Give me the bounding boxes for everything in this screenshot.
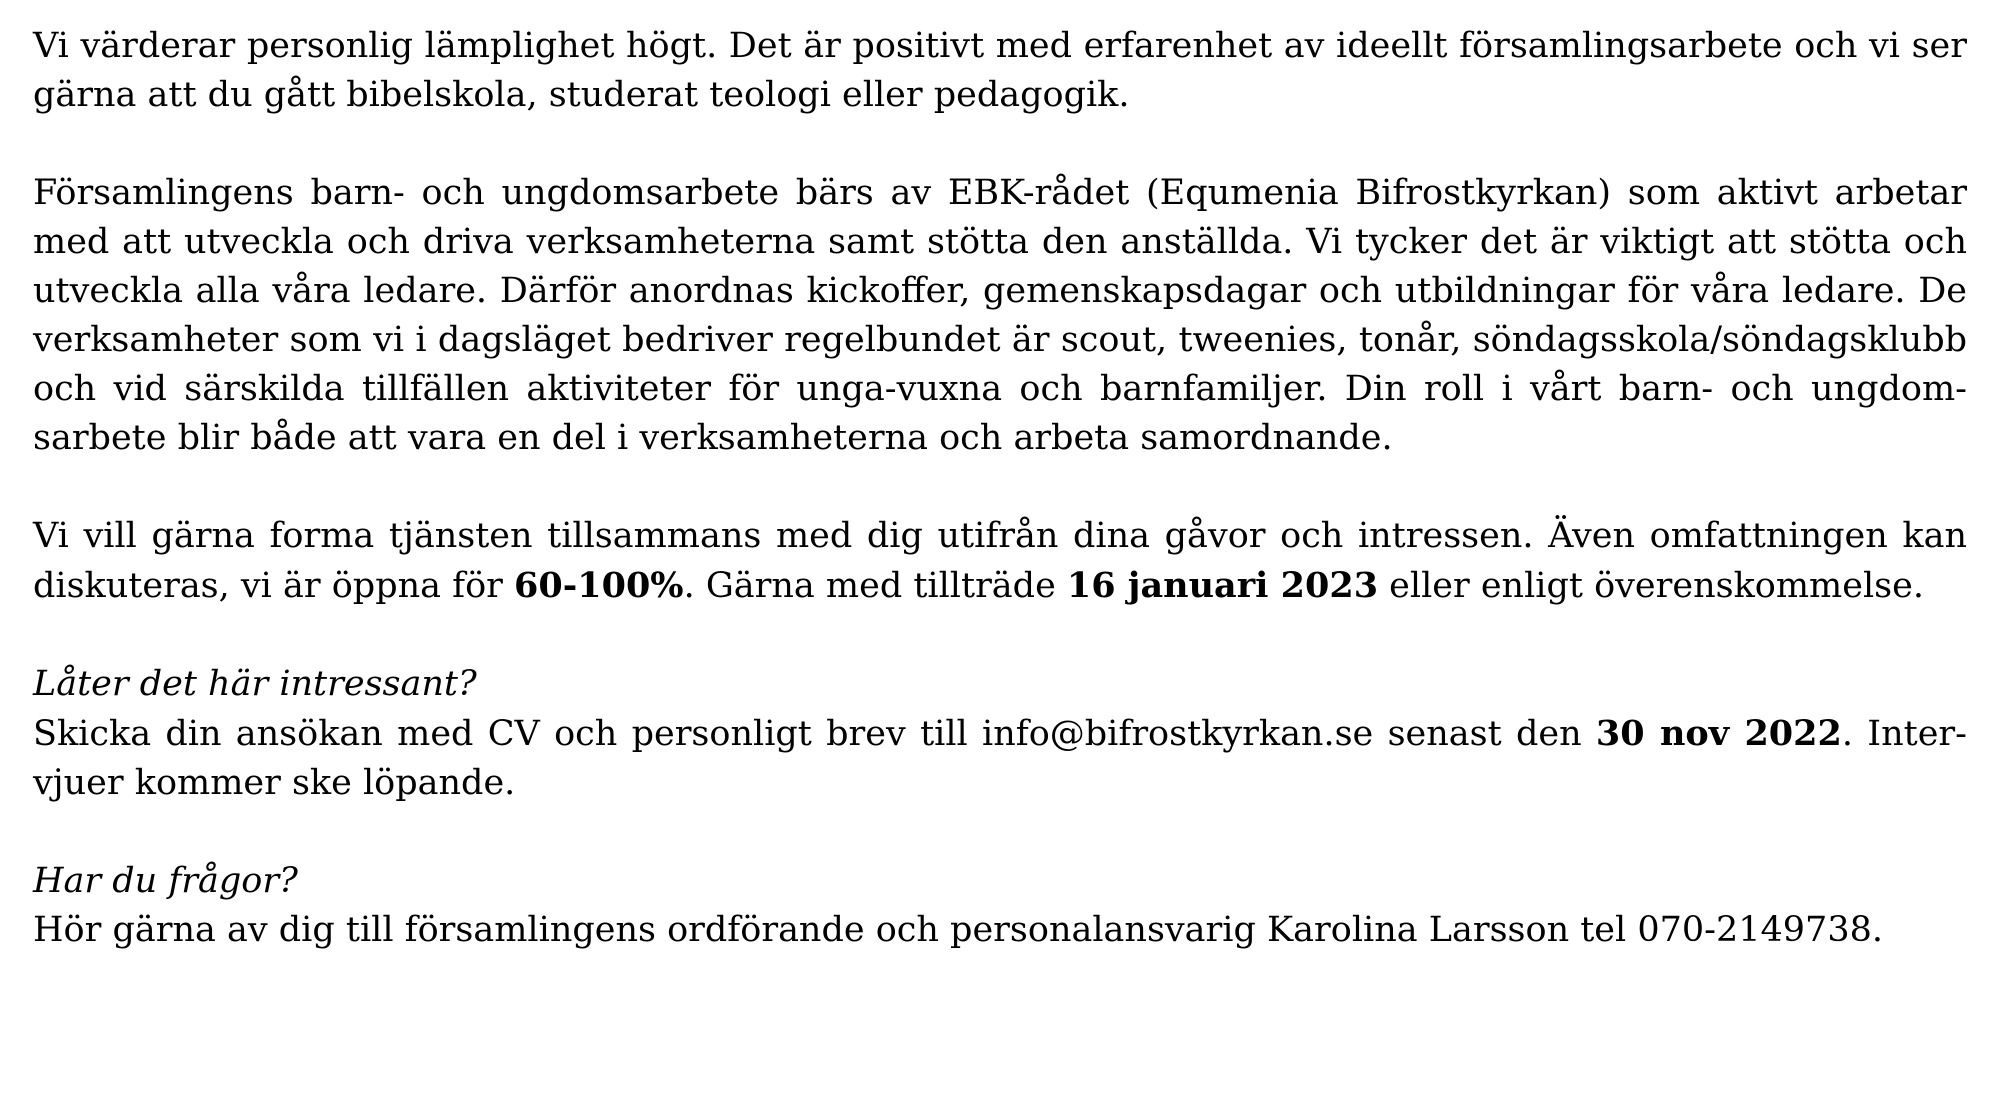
paragraph-application bbox=[33, 660, 1967, 808]
text-segment: . Gärna med tillträde bbox=[683, 566, 1067, 606]
paragraph-position-scope bbox=[33, 512, 1967, 611]
text-segment: . Inter- bbox=[1841, 714, 1967, 754]
text-line: Vi värderar personlig lämplighet högt. Det är positivt med erfarenhet av ideellt församlingsarbete och vi ser bbox=[33, 26, 1967, 66]
text-line: sarbete blir både att vara en del i verksamheterna och arbeta samordnande. bbox=[33, 418, 1393, 458]
text-line: vjuer kommer ske löpande. bbox=[33, 763, 516, 803]
start-date: 16 januari 2023 bbox=[1066, 565, 1379, 606]
section-heading-interested: Låter det här intressant? bbox=[33, 664, 477, 704]
paragraph-questions bbox=[33, 857, 1967, 955]
text-line: Församlingens barn- och ungdomsarbete bärs av EBK-rådet (Equmenia Bifrostkyrkan) som aktivt arbetar bbox=[33, 173, 1967, 213]
paragraph-youth-work bbox=[33, 169, 1967, 463]
text-line: utveckla alla våra ledare. Därför anordnas kickoffer, gemenskapsdagar och utbildningar för våra ledare. De bbox=[33, 271, 1967, 311]
text-line: Vi vill gärna forma tjänsten tillsammans med dig utifrån dina gåvor och intressen. Även omfattningen kan bbox=[33, 516, 1967, 556]
document-page bbox=[33, 22, 1967, 955]
text-segment: eller enligt överenskommelse. bbox=[1378, 566, 1924, 606]
text-line: med att utveckla och driva verksamheterna samt stötta den anställda. Vi tycker det är viktigt att stötta och bbox=[33, 222, 1967, 262]
text-segment: diskuteras, vi är öppna för bbox=[33, 566, 515, 606]
text-line: och vid särskilda tillfällen aktiviteter för unga-vuxna och barnfamiljer. Din roll i vårt barn- och ungdom- bbox=[33, 369, 1967, 409]
section-heading-questions: Har du frågor? bbox=[33, 861, 298, 901]
employment-percentage: 60-100% bbox=[514, 565, 684, 606]
text-line: Hör gärna av dig till församlingens ordförande och personalansvarig Karolina Larsson tel 070-2149738. bbox=[33, 910, 1883, 950]
text-line: gärna att du gått bibelskola, studerat teologi eller pedagogik. bbox=[33, 75, 1130, 115]
text-line bbox=[33, 561, 1967, 611]
paragraph-qualifications bbox=[33, 22, 1967, 120]
application-deadline: 30 nov 2022 bbox=[1595, 713, 1842, 754]
text-segment: Skicka din ansökan med CV och personligt brev till info@bifrostkyrkan.se senast den bbox=[33, 714, 1596, 754]
text-line bbox=[33, 709, 1967, 759]
text-line: verksamheter som vi i dagsläget bedriver regelbundet är scout, tweenies, tonår, söndagsskola/söndagsklubb bbox=[33, 320, 1967, 360]
